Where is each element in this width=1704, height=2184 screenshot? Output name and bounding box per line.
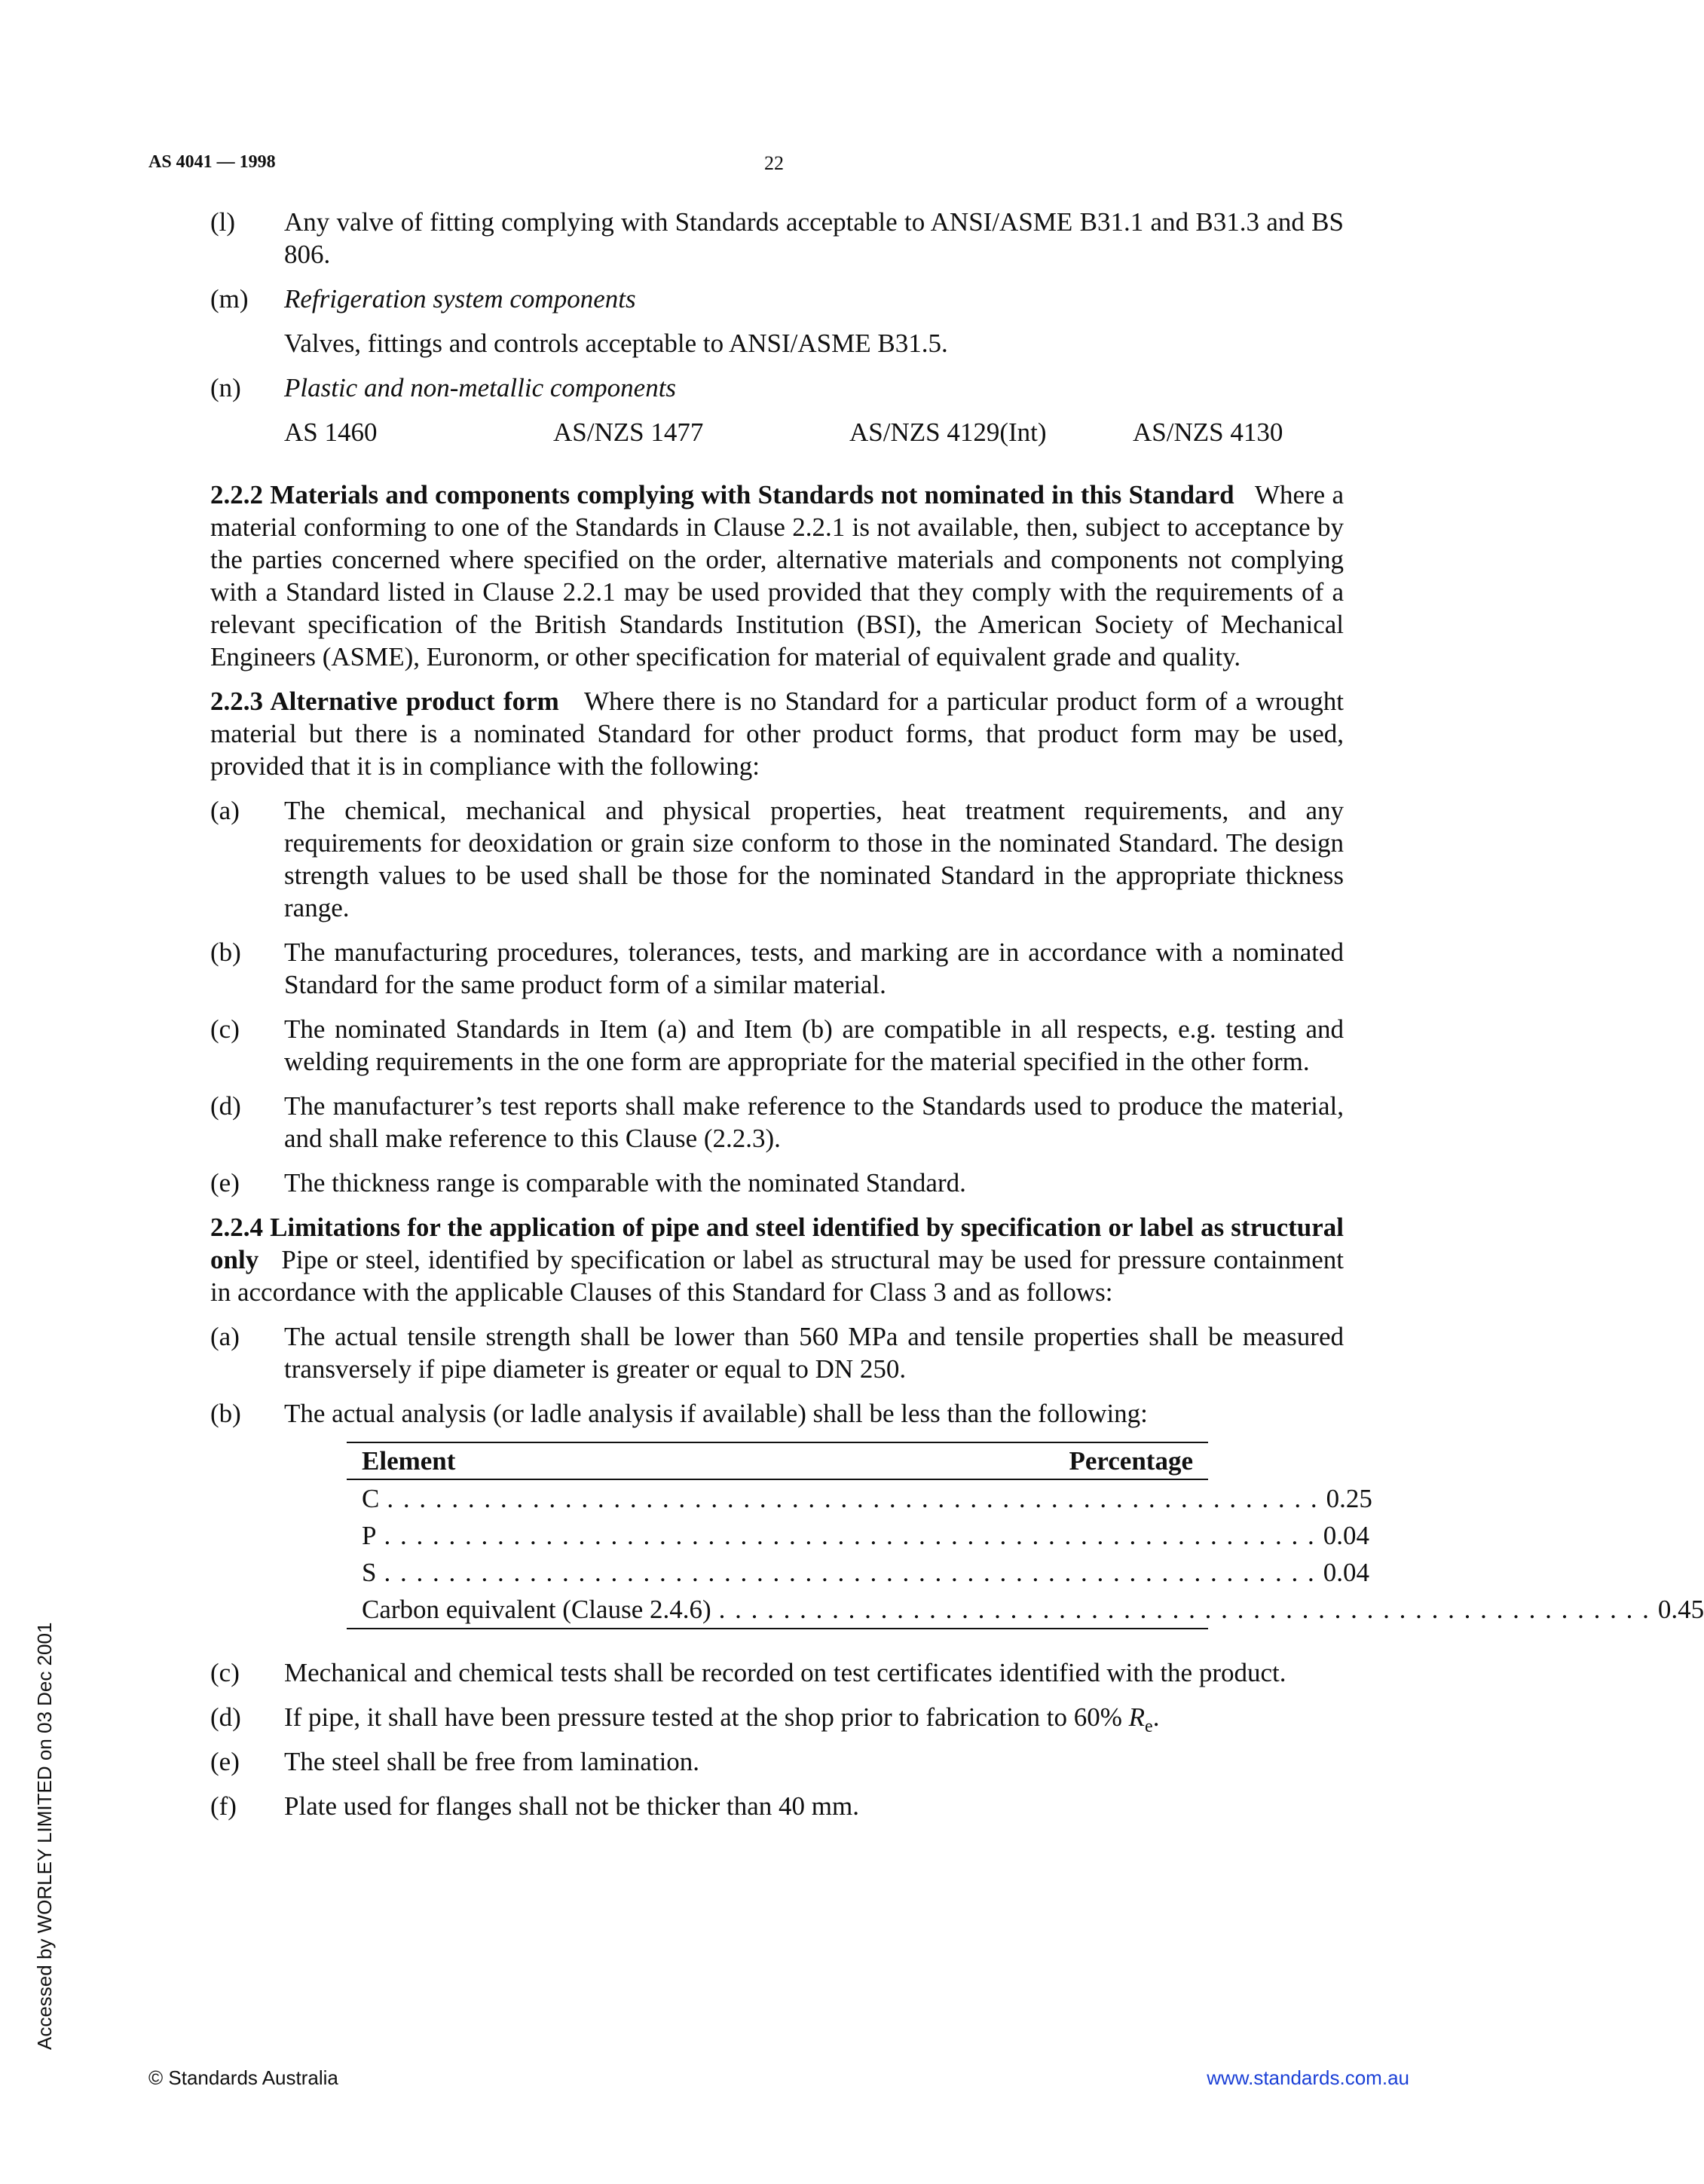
item-label: (f) xyxy=(210,1791,237,1821)
page-content xyxy=(210,206,1704,1834)
dot-leader: . . . . . . . . . . . . . . . . . . . . . . . . . . . . . . . . . . . . . . . . . . . . . . . . . . . . . . . . . . xyxy=(387,1484,1319,1513)
list-item xyxy=(210,1397,1344,1430)
clause-2-2-3 xyxy=(210,685,1344,782)
clause-text: Where a material conforming to one of the Standards in Clause 2.2.1 is not available, then, subject to acceptance by the parties concerned where specified on the order, alternative materials and components not complying with a Standard listed in Clause 2.2.1 may be used provided that they comply with the requirements of a relevant specification of the British Standards Institution (BSI), the American Society of Mechanical Engineers (ASME), Euronorm, or other specification for material of equivalent grade and quality. xyxy=(210,480,1345,671)
page-number: 22 xyxy=(764,152,784,174)
clause-text: Where there is no Standard for a particular product form of a wrought material but there is a nominated Standard for other product forms, that product form may be used, provided that it is in compliance with the following: xyxy=(210,687,1344,781)
item-label: (c) xyxy=(210,1658,240,1687)
table-row xyxy=(347,1554,1369,1591)
clause-heading: 2.2.4 Limitations for the application of pipe and steel identified by specification or label as structural only xyxy=(210,1213,1344,1274)
item-label: (c) xyxy=(210,1014,240,1044)
clause-heading: 2.2.3 Alternative product form xyxy=(210,687,559,716)
table-row xyxy=(347,1591,1704,1628)
item-text: The nominated Standards in Item (a) and Item (b) are compatible in all respects, e.g. testing and welding requirements in the one form are appropriate for the material specified in the other form. xyxy=(284,1014,1344,1076)
table-row xyxy=(347,1480,1372,1517)
dot-leader: . . . . . . . . . . . . . . . . . . . . . . . . . . . . . . . . . . . . . . . . . . . . . . . . . . . . . . . . . . xyxy=(384,1521,1316,1550)
footer-link[interactable]: www.standards.com.au xyxy=(1207,2066,1409,2089)
clause-heading: 2.2.2 Materials and components complying with Standards not nominated in this Standard xyxy=(210,480,1234,509)
dot-leader: . . . . . . . . . . . . . . . . . . . . . . . . . . . . . . . . . . . . . . . . . . . . . . . . . . . . . . . . . . xyxy=(384,1558,1316,1587)
element-name: C xyxy=(362,1484,380,1513)
column-header-percentage: Percentage xyxy=(1069,1446,1193,1476)
item-label: (a) xyxy=(210,796,240,825)
item-title: Refrigeration system components xyxy=(284,284,636,314)
list-item xyxy=(210,206,1344,271)
standards-list xyxy=(210,416,1344,448)
list-item xyxy=(210,283,1344,315)
standard-ref: AS/NZS 4129(Int) xyxy=(849,418,1047,447)
list-item xyxy=(210,1320,1344,1385)
access-watermark: Accessed by WORLEY LIMITED on 03 Dec 2001 xyxy=(33,1622,56,2050)
item-label: (n) xyxy=(210,373,241,402)
list-item xyxy=(210,936,1344,1001)
table-header xyxy=(347,1443,1208,1480)
element-percentage: 0.45 xyxy=(1657,1595,1704,1624)
item-text: Valves, fittings and controls acceptable to ANSI/ASME B31.5. xyxy=(284,329,948,358)
item-label: (a) xyxy=(210,1322,240,1351)
element-name: S xyxy=(362,1558,377,1587)
clause-2-2-2 xyxy=(210,479,1344,673)
item-text: The actual tensile strength shall be lower than 560 MPa and tensile properties shall be measured transversely if pipe diameter is greater or equal to DN 250. xyxy=(284,1322,1344,1384)
element-name: Carbon equivalent (Clause 2.4.6) xyxy=(362,1595,711,1624)
list-item xyxy=(210,794,1344,924)
item-label: (b) xyxy=(210,938,241,967)
footer-copyright: © Standards Australia xyxy=(148,2066,338,2089)
dot-leader: . . . . . . . . . . . . . . . . . . . . . . . . . . . . . . . . . . . . . . . . . . . . . . . . . . . . . . . . . . xyxy=(718,1595,1650,1624)
element-percentage-table xyxy=(347,1442,1704,1629)
standard-ref: AS/NZS 1477 xyxy=(553,418,704,447)
item-text: The actual analysis (or ladle analysis if available) shall be less than the following: xyxy=(284,1399,1148,1428)
list-item xyxy=(210,1790,1344,1822)
item-label: (d) xyxy=(210,1702,241,1732)
item-label: (e) xyxy=(210,1168,240,1198)
element-percentage: 0.04 xyxy=(1323,1521,1369,1550)
item-label: (d) xyxy=(210,1091,241,1121)
clause-2-2-4 xyxy=(210,1211,1344,1308)
list-item xyxy=(210,1656,1344,1689)
item-text: The manufacturer’s test reports shall make reference to the Standards used to produce the material, and shall make reference to this Clause (2.2.3). xyxy=(284,1091,1344,1153)
list-item xyxy=(210,372,1344,404)
standard-ref: AS/NZS 4130 xyxy=(1133,418,1283,447)
clause-text: Pipe or steel, identified by specification or label as structural may be used for pressure containment in accordance with the applicable Clauses of this Standard for Class 3 and as follows: xyxy=(210,1245,1344,1307)
list-item xyxy=(210,1090,1344,1155)
list-item xyxy=(210,1013,1344,1078)
element-percentage: 0.04 xyxy=(1323,1558,1369,1587)
item-title: Plastic and non-metallic components xyxy=(284,373,677,402)
item-label: (l) xyxy=(210,207,236,237)
item-text: The manufacturing procedures, tolerances, tests, and marking are in accordance with a nominated Standard for the same product form of a similar material. xyxy=(284,938,1344,999)
list-item xyxy=(210,1745,1344,1778)
item-text: Plate used for flanges shall not be thicker than 40 mm. xyxy=(284,1791,860,1821)
list-item xyxy=(210,1167,1344,1199)
item-text: If pipe, it shall have been pressure tested at the shop prior to fabrication to 60% xyxy=(284,1702,1129,1732)
element-name: P xyxy=(362,1521,377,1550)
item-text: The steel shall be free from lamination. xyxy=(284,1747,700,1776)
symbol-subscript: e xyxy=(1145,1717,1153,1736)
item-label: (e) xyxy=(210,1747,240,1776)
item-label: (b) xyxy=(210,1399,241,1428)
standard-ref: AS 1460 xyxy=(284,418,378,447)
document-id: AS 4041 — 1998 xyxy=(148,152,276,172)
symbol-r: R xyxy=(1128,1702,1146,1732)
item-text: Any valve of fitting complying with Standards acceptable to ANSI/ASME B31.1 and B31.3 and BS 806. xyxy=(284,207,1344,269)
element-percentage: 0.25 xyxy=(1326,1484,1372,1513)
item-text: The chemical, mechanical and physical properties, heat treatment requirements, and any requirements for deoxidation or grain size conform to those in the nominated Standard. The design strength values to be used shall be those for the nominated Standard in the appropriate thickness range. xyxy=(284,796,1344,922)
list-item xyxy=(210,1701,1344,1736)
item-text: Mechanical and chemical tests shall be recorded on test certificates identified with the product. xyxy=(284,1658,1286,1687)
item-label: (m) xyxy=(210,284,249,314)
item-end: . xyxy=(1152,1702,1160,1732)
table-row xyxy=(347,1517,1369,1554)
column-header-element: Element xyxy=(362,1446,456,1476)
item-text: The thickness range is comparable with the nominated Standard. xyxy=(284,1168,966,1198)
